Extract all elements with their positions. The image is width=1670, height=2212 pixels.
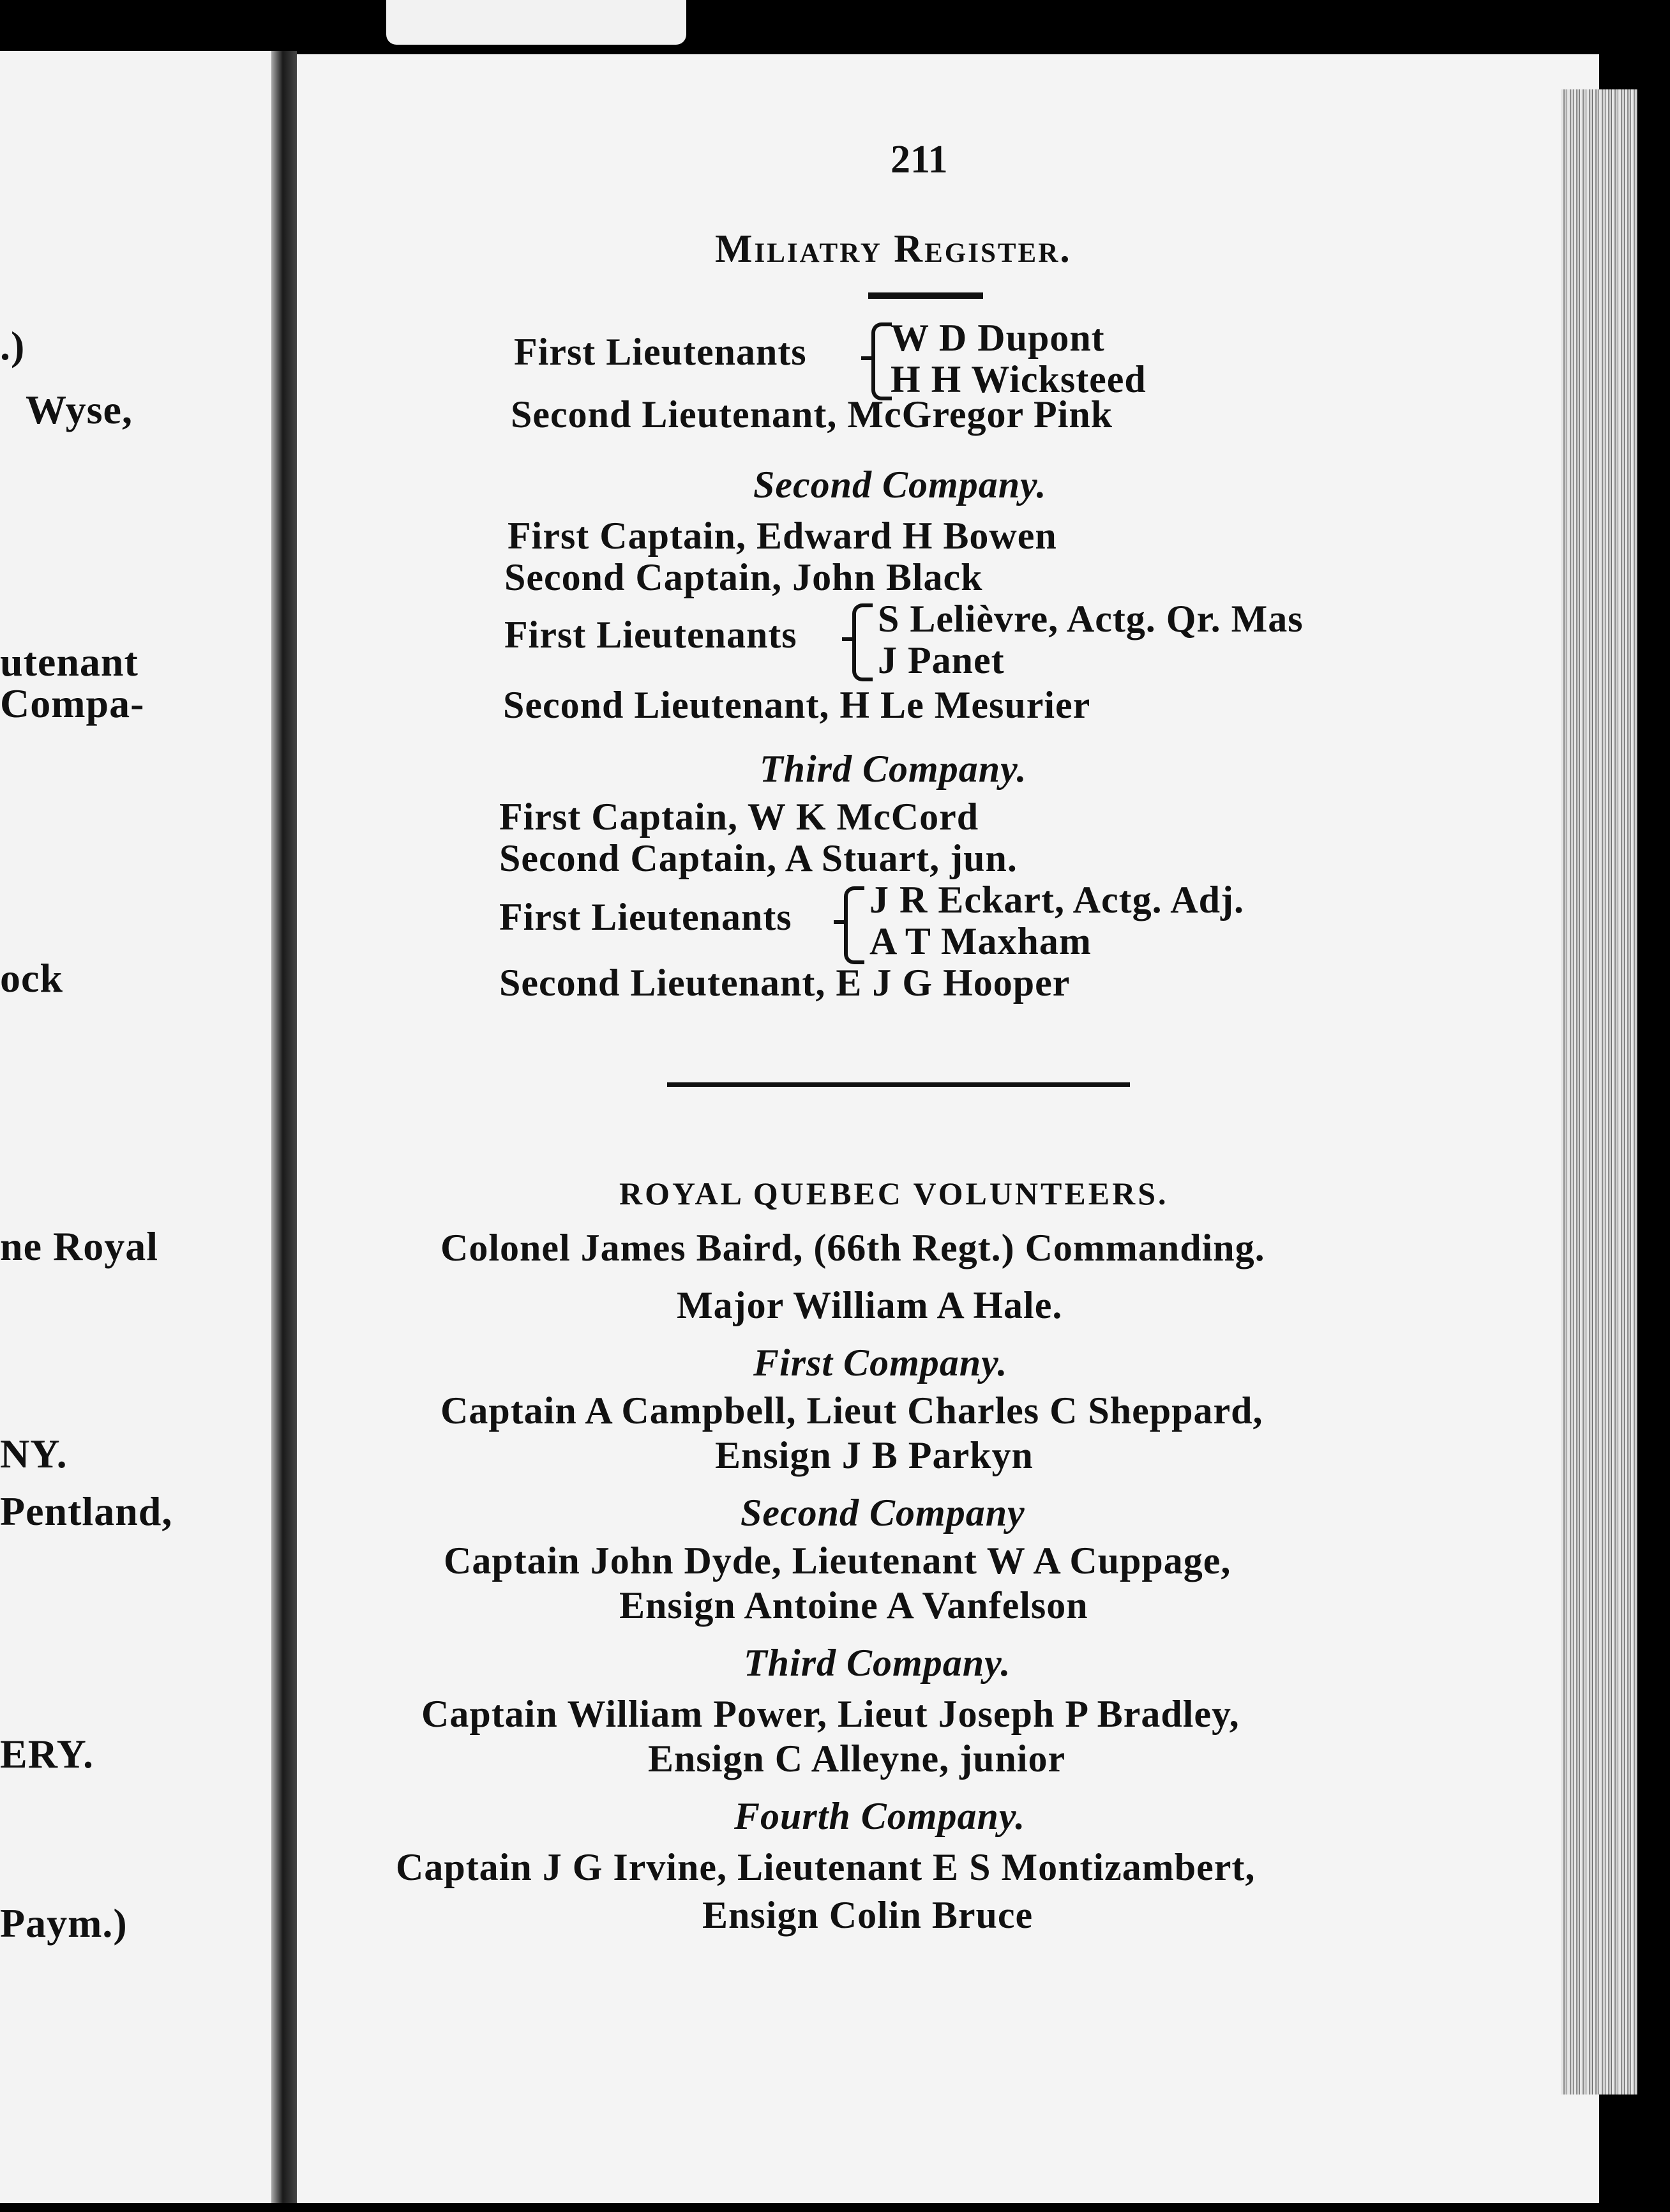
second-captain-line: Second Captain, A Stuart, jun. — [499, 837, 1018, 879]
left-fragment: ock — [0, 955, 63, 1001]
left-fragment: Paym.) — [0, 1900, 128, 1946]
second-captain-line: Second Captain, John Black — [504, 556, 983, 598]
first-lieutenant-name: S Lelièvre, Actg. Qr. Mas — [878, 598, 1304, 640]
company-officers-line: Ensign Colin Bruce — [702, 1894, 1034, 1936]
left-fragment: NY. — [0, 1431, 68, 1476]
heading-rule — [868, 292, 983, 299]
left-fragment: Compa- — [0, 681, 145, 726]
page-edges — [1561, 89, 1637, 2095]
company-officers-line: Ensign C Alleyne, junior — [648, 1738, 1066, 1780]
brace — [844, 886, 864, 964]
first-lieutenants-label: First Lieutenants — [504, 614, 797, 656]
company-title: Fourth Company. — [734, 1795, 1026, 1837]
company-officers-line: Captain William Power, Lieut Joseph P Bradley, — [421, 1693, 1240, 1735]
company-officers-line: Captain John Dyde, Lieutenant W A Cuppage, — [444, 1540, 1231, 1582]
left-fragment: .) — [0, 323, 26, 368]
first-lieutenant-name: J Panet — [878, 639, 1005, 681]
second-lieutenant-line: Second Lieutenant, H Le Mesurier — [503, 684, 1091, 726]
page-number: 211 — [891, 138, 948, 181]
first-lieutenant-name: J R Eckart, Actg. Adj. — [869, 879, 1244, 921]
brace — [871, 322, 892, 400]
major-line: Major William A Hale. — [677, 1284, 1063, 1326]
first-lieutenants-label: First Lieutenants — [499, 896, 792, 938]
first-lieutenant-name: A T Maxham — [869, 920, 1092, 962]
company-officers-line: Captain J G Irvine, Lieutenant E S Montizambert, — [396, 1846, 1256, 1888]
company-officers-line: Ensign J B Parkyn — [715, 1434, 1034, 1476]
company-title: Second Company. — [753, 464, 1047, 506]
page-heading: Miliatry Register. — [715, 227, 1072, 271]
company-title: Third Company. — [760, 748, 1027, 790]
section-title: ROYAL QUEBEC VOLUNTEERS. — [619, 1176, 1169, 1211]
brace — [852, 603, 873, 681]
company-title: Second Company — [741, 1492, 1025, 1534]
left-fragment: ne Royal — [0, 1223, 158, 1269]
colonel-line: Colonel James Baird, (66th Regt.) Commanding. — [440, 1227, 1265, 1269]
left-fragment: Wyse, — [26, 387, 133, 432]
book-gutter — [271, 51, 297, 2203]
first-lieutenant-name: H H Wicksteed — [891, 358, 1147, 400]
page-tab — [386, 0, 686, 45]
left-fragment: utenant — [0, 639, 139, 685]
company-title: First Company. — [753, 1342, 1008, 1384]
company-officers-line: Captain A Campbell, Lieut Charles C Sheppard, — [440, 1390, 1263, 1432]
left-page — [0, 51, 271, 2203]
company-title: Third Company. — [744, 1642, 1011, 1684]
first-captain-line: First Captain, W K McCord — [499, 796, 979, 838]
first-captain-line: First Captain, Edward H Bowen — [508, 515, 1057, 557]
second-lieutenant-line: Second Lieutenant, McGregor Pink — [511, 393, 1113, 436]
section-divider — [667, 1082, 1130, 1087]
left-fragment: ERY. — [0, 1731, 94, 1776]
first-lieutenant-name: W D Dupont — [891, 317, 1105, 359]
left-fragment: Pentland, — [0, 1489, 173, 1534]
company-officers-line: Ensign Antoine A Vanfelson — [619, 1584, 1088, 1626]
second-lieutenant-line: Second Lieutenant, E J G Hooper — [499, 962, 1071, 1004]
first-lieutenants-label: First Lieutenants — [514, 331, 807, 373]
